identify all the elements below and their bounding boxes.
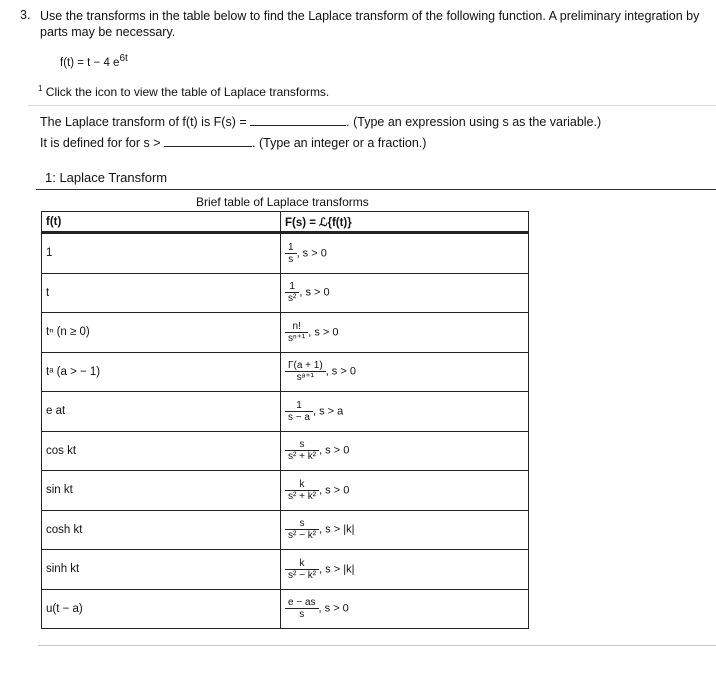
table-link-note[interactable]	[38, 84, 329, 99]
table-cell-f: 1	[42, 233, 281, 274]
transform-condition: , s > 0	[319, 444, 350, 457]
table-row	[42, 550, 529, 590]
table-cell-F	[281, 550, 529, 590]
fraction-numerator: s	[299, 439, 305, 451]
transform-fraction	[285, 597, 319, 620]
fraction-denominator: s	[285, 608, 319, 620]
fraction-numerator: 1	[288, 241, 294, 253]
popup-title: 1: Laplace Transform	[45, 170, 168, 185]
fraction-numerator: 1	[289, 281, 295, 293]
transform-fraction	[285, 281, 299, 304]
table-cell-F	[281, 313, 529, 353]
fraction-numerator: n!	[292, 320, 301, 332]
function-expression	[60, 53, 128, 69]
header-F: F(s) = ℒ{f(t)}	[281, 212, 529, 233]
transform-condition: , s > 0	[296, 247, 327, 260]
transform-fraction	[285, 439, 319, 462]
transform-condition: , s > 0	[325, 365, 356, 378]
table-cell-f: u(t − a)	[42, 589, 281, 629]
table-row	[42, 392, 529, 432]
transform-fraction	[285, 400, 313, 423]
fraction-numerator: s	[299, 518, 305, 530]
table-cell-F	[281, 431, 529, 471]
table-cell-F	[281, 273, 529, 313]
transform-condition: , s > 0	[319, 484, 350, 497]
table-row	[42, 352, 529, 392]
table-cell-f: cos kt	[42, 431, 281, 471]
fraction-numerator: k	[299, 478, 305, 490]
transform-answer-input[interactable]	[250, 114, 346, 126]
answer-domain-hint: . (Type an integer or a fraction.)	[252, 136, 427, 150]
fraction-numerator: Γ(a + 1)	[288, 360, 323, 372]
table-cell-f: cosh kt	[42, 510, 281, 550]
fraction-numerator: 1	[296, 399, 302, 411]
table-cell-F	[281, 392, 529, 432]
question-text: Use the transforms in the table below to find the Laplace transform of the following function. A preliminary integration by parts may be necessary.	[40, 9, 700, 39]
transform-fraction	[285, 321, 308, 344]
table-cell-F	[281, 352, 529, 392]
section-divider	[28, 105, 716, 106]
question-number: 3.	[20, 8, 31, 22]
table-row	[42, 431, 529, 471]
fraction-denominator: sⁿ⁺¹	[285, 332, 308, 344]
transform-fraction	[285, 518, 319, 541]
bottom-divider	[38, 645, 716, 646]
transform-condition: , s > |k|	[319, 563, 355, 576]
transform-fraction	[285, 479, 319, 502]
answer-line-transform	[40, 114, 601, 129]
table-row	[42, 471, 529, 511]
table-cell-f: e at	[42, 392, 281, 432]
transform-fraction	[285, 558, 319, 581]
transform-fraction	[285, 360, 326, 383]
table-row	[42, 313, 529, 353]
transform-condition: , s > 0	[299, 286, 330, 299]
table-cell-F	[281, 471, 529, 511]
fraction-denominator: sᵃ⁺¹	[285, 371, 326, 383]
table-row	[42, 273, 529, 313]
function-label: f(t) = t − 4 e	[60, 56, 120, 69]
fraction-denominator: s	[285, 253, 297, 265]
fraction-numerator: k	[299, 557, 305, 569]
table-row	[42, 589, 529, 629]
table-cell-f: sin kt	[42, 471, 281, 511]
popup-title-rule	[36, 189, 716, 190]
answer-transform-hint: . (Type an expression using s as the variable.)	[346, 115, 602, 129]
transform-condition: , s > |k|	[319, 523, 355, 536]
function-exponent: 6t	[119, 53, 128, 64]
fraction-denominator: s² + k²	[285, 450, 319, 462]
note-marker: 1	[38, 84, 43, 93]
domain-answer-input[interactable]	[164, 135, 252, 147]
fraction-denominator: s − a	[285, 411, 313, 423]
fraction-denominator: s² + k²	[285, 490, 319, 502]
table-cell-f: tᵃ (a > − 1)	[42, 352, 281, 392]
laplace-table	[41, 211, 529, 629]
table-cell-f: sinh kt	[42, 550, 281, 590]
note-text: Click the icon to view the table of Laplace transforms.	[45, 85, 330, 99]
table-row	[42, 233, 529, 274]
fraction-denominator: s² − k²	[285, 529, 319, 541]
answer-transform-prefix: The Laplace transform of f(t) is F(s) =	[40, 115, 247, 129]
fraction-denominator: s²	[285, 292, 299, 304]
table-cell-f: tⁿ (n ≥ 0)	[42, 313, 281, 353]
table-cell-F	[281, 510, 529, 550]
answer-domain-prefix: It is defined for for s >	[40, 136, 161, 150]
table-caption: Brief table of Laplace transforms	[196, 195, 369, 209]
transform-condition: , s > a	[312, 405, 344, 418]
table-cell-f: t	[42, 273, 281, 313]
table-header-row	[42, 212, 529, 233]
table-cell-F	[281, 233, 529, 274]
table-cell-F	[281, 589, 529, 629]
header-f: f(t)	[42, 212, 281, 233]
fraction-denominator: s² − k²	[285, 569, 319, 581]
fraction-numerator: e − as	[288, 597, 316, 609]
transform-condition: , s > 0	[318, 602, 349, 615]
table-row	[42, 510, 529, 550]
transform-fraction	[285, 242, 297, 265]
transform-condition: , s > 0	[308, 326, 339, 339]
answer-line-domain	[40, 135, 426, 150]
